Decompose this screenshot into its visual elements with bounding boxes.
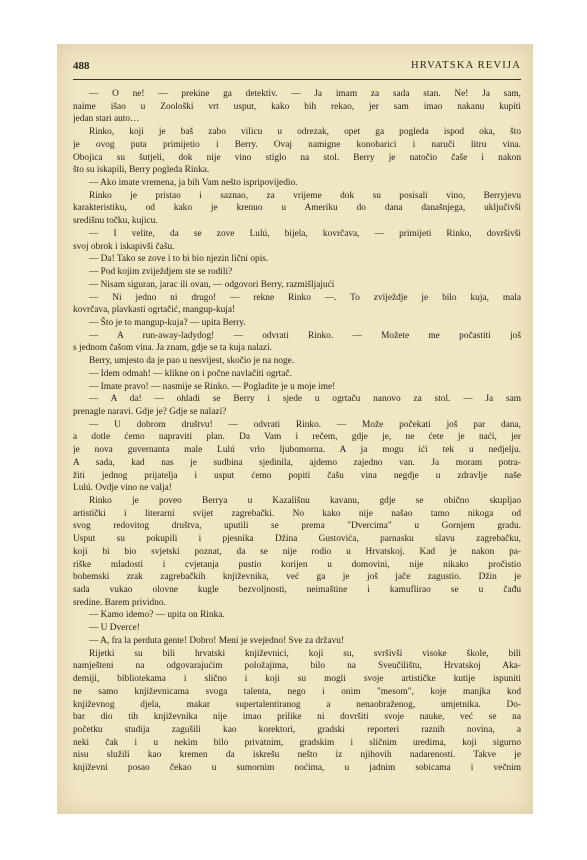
text-line: središnu točku, kujicu. (73, 216, 158, 227)
text-line: jedan stari auto… (73, 114, 140, 125)
text-line: Rinko je pristao i saznao, za vrijeme dok su posisali vino, Berryjevu (89, 190, 521, 201)
text-line: — Ako imate vremena, ja bih Vam nešto ispripovijedio. (89, 178, 298, 189)
text-line: — Nisam siguran, jarac ili ovan, — odgovori Berry, razmišljajući (89, 279, 335, 290)
text-line: ne samo književnicama svoga talenta, nego i onim "mesom", koje manjka kod (73, 686, 521, 697)
text-line: Rijetki su bili hrvatski književnici, koji su, svršivši visoke škole, bili (89, 648, 521, 659)
text-line: sada vukao olovne kugle bezvoljnosti, neimaštine i kamuflirao se u čađu (73, 585, 521, 596)
text-line: artistički i literarni svijet zagrebački. No kako nije našao tamo nikoga od (73, 508, 521, 519)
text-line: demiji, bibliotekama i slično i koji su mogli svoje artističke kutije ispuniti (73, 674, 521, 685)
text-line: bohemski zrak zagrebačkih književnika, već ga je još jače zagustio. Džin je (73, 572, 521, 583)
page-header (73, 60, 521, 76)
text-line: — Kamo idemo? — upita on Rinka. (89, 610, 225, 621)
text-line: — A da! — ohladi se Berry i sjede u ogrtaču nanovo za stol. — Ja sam (89, 394, 521, 405)
book-page (57, 44, 533, 814)
text-line: Rinko, koji je baš zabo vilicu u odrezak, opet ga pogleda ispod oka, što (89, 127, 521, 138)
text-line: neki čak i u nekim bilo privatnim, gradskim i sličnim uredima, koji sigurno (73, 737, 521, 748)
page-number: 488 (73, 60, 90, 72)
header-rule (73, 79, 521, 80)
text-line: — Imate pravo! — nasmije se Rinko. — Pogladite je u moje ime! (89, 381, 336, 392)
text-line: nisu služili kao kremen da iskrešu nešto iz njihovih nadarenosti. Takve je (73, 750, 521, 761)
text-line: prenagle naravi. Gdje je? Gdje se nalazi? (73, 406, 227, 417)
text-line: — Pod kojim zviježdjem ste se rodili? (89, 267, 233, 278)
text-line: književni posao čekao u sumornim noćima, u jadnim sobicama i večnim (73, 763, 521, 774)
text-line: A sada, kad nas je sudbina sjedinila, ajdemo zajedno van. Ja moram potra- (73, 457, 521, 468)
text-line: Rinko je poveo Berrya u Kazališnu kavanu, gdje se obično skupljao (89, 496, 521, 506)
text-line: naime išao u Zoološki vrt usput, kako bih rekao, jer sam imao nakanu kupiti (73, 101, 521, 112)
text-line: Obojica su šutjeli, dok nije vino stiglo na stol. Berry je natočio čaše i nakon (73, 152, 521, 163)
text-line: je nova guvernanta male Lulú vrlo ljubomorna. A ja mogu ići tek u nedjelju. (73, 445, 521, 456)
text-line: bar dio tih književnika nije imao prilike ni dovršiti svoje nauke, već se na (73, 712, 521, 723)
text-line: — A, fra la perduta gente! Dobro! Meni je svejedno! Sve za državu! (89, 635, 345, 646)
text-line: svog redovitog društva, uputili se prema "Dvercima" u Gornjem gradu. (73, 521, 521, 532)
text-line: — Da! Tako se zove i to bi bio njezin lični opis. (89, 254, 269, 265)
text-line: kovrčava, plavkasti ogrtačić, mangup-kuja! (73, 305, 236, 316)
text-line: — U dobrom društvu! — odvrati Rinko. — Može počekati još par dana, (89, 419, 521, 430)
text-line: koji bi bio svjetski poznat, da se nije rodio u Hrvatskoj. Kad je nakon pa- (73, 546, 521, 557)
text-line: riške mladosti i cvjetanja pustio korijen u domovini, nije nikako pročistio (73, 559, 521, 570)
text-line: — I velite, da se zove Lulú, bijela, kovrčava, — primijeti Rinko, dovršivši (89, 228, 521, 239)
running-title: HRVATSKA REVIJA (410, 60, 521, 71)
text-line: što su iskapili, Berry pogleda Rinka. (73, 165, 210, 176)
text-line: — Idem odmah! — klikne on i počne navlačiti ogrtač. (89, 368, 292, 379)
text-line: Usput su pokupili i pjesnika Džina Gustovića, parnasku slavu zagrebačku, (73, 534, 521, 545)
text-line: sredine. Barem prividno. (73, 597, 166, 608)
text-line: žiti jednog prijatelja i usput ćemo popiti čašu vina negdje u zdravlje naše (73, 470, 521, 481)
text-line: svoj obrok i iskapivši čašu. (73, 241, 175, 252)
text-line: je ovog puta primijetio i Berry. Ovaj namigne konobarici i naruči litru vina. (73, 139, 521, 150)
text-line: — O ne! — prekine ga detektiv. — Ja imam za sada stan. Ne! Ja sam, (89, 89, 521, 99)
text-line: Berry, umjesto da je pao u nesvijest, skočio je na noge. (89, 356, 295, 367)
text-line: početku studija zagušili kao korektori, gradski reporteri raznih novina, a (73, 724, 521, 735)
text-line: karakteristiku, od kako je krenuo u Ameriku do dana današnjega, uključivši (73, 203, 521, 214)
text-line: Lulú. Ovdje vino ne valja! (73, 483, 172, 494)
body-text (73, 88, 521, 775)
text-line: — Ni jedno ni drugo! — rekne Rinko —. To zviježdje je bilo kuja, mala (89, 292, 521, 303)
text-line: — A run-away-ladydog! — odvrati Rinko. — Možete me počastiti još (89, 330, 521, 341)
text-line: — U Dverce! (89, 623, 140, 634)
text-line: a dotle ćemo napraviti plan. Da Vam i rečem, gdje je, ne ćete je naći, jer (73, 432, 521, 443)
text-line: — Što je to mangup-kuja? — upita Berry. (89, 317, 246, 328)
text-line: književnog djela, makar supertalentiranog a nenaobraženog, umjetnika. Do- (73, 699, 521, 710)
text-line: s jednom čašom vina. Ja znam, gdje se ta kuja nalazi. (73, 343, 273, 354)
text-line: namješteni na odgovarajućim položajima, bilo na Sveučilištu, Hrvatskoj Aka- (73, 661, 521, 672)
